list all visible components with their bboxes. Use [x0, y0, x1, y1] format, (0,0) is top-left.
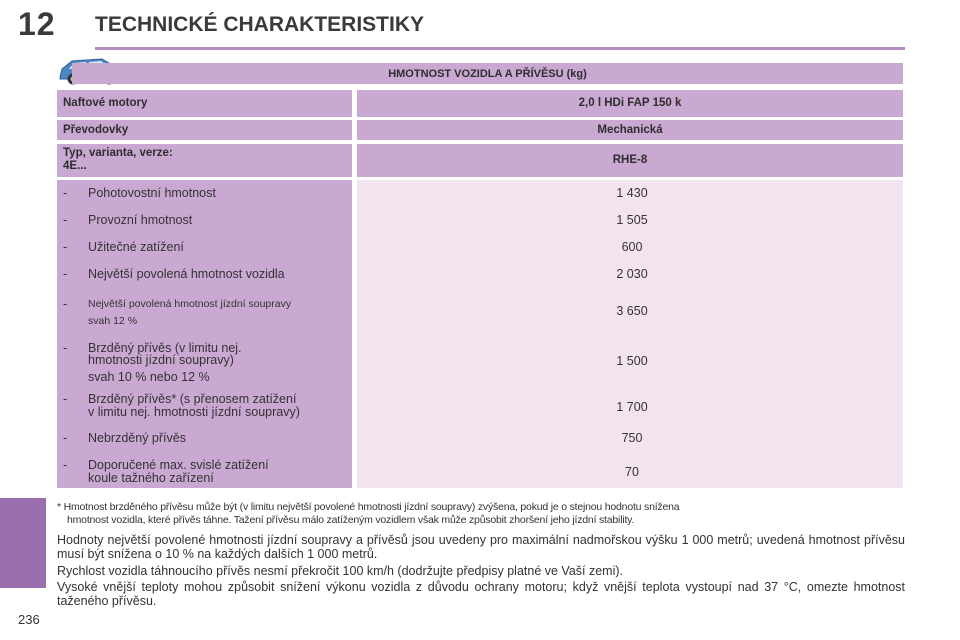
paragraph-speed: Rychlost vozidla táhnoucího přívěs nesmí překročit 100 km/h (dodržujte předpisy platné ve Vaší zemi). [57, 564, 624, 578]
footnote-line-2: hmotnost vozidla, které přívěs táhne. Tažení přívěsu málo zatíženým vozidlem však může způsobit zhoršení jeho jízdní stability. [67, 514, 635, 526]
item-value: 3 650 [616, 304, 648, 318]
item-value: 70 [625, 465, 639, 479]
page-number: 236 [18, 612, 40, 627]
item-value: 750 [621, 431, 643, 445]
item-value: 1 430 [616, 186, 648, 200]
table-header: HMOTNOST VOZIDLA A PŘÍVĚSU (kg) [72, 63, 903, 84]
title-rule [95, 47, 905, 50]
gearbox-value: Mechanická [357, 120, 903, 140]
engine-value: 2,0 l HDi FAP 150 k [357, 90, 903, 117]
paragraph-temperature: Vysoké vnější teploty mohou způsobit snížení výkonu vozidla z důvodu ochrany motoru; když vnější teplota vystoupí nad 37 °C, omezte hmotnost taženého přívěsu. [57, 580, 905, 608]
type-value: RHE-8 [357, 144, 903, 177]
chapter-side-tab [0, 498, 46, 588]
type-label-line1: Typ, varianta, verze: [63, 147, 173, 159]
paragraph-altitude: Hodnoty největší povolené hmotnosti jízdní soupravy a přívěsů jsou uvedeny pro maximální nadmořskou výšku 1 000 metrů; uvedená hmotnost přívěsu musí být snížena o 10 % na každých dalších 1 000 metrů. [57, 533, 905, 561]
type-label-line2: 4E... [63, 160, 87, 172]
page-title: TECHNICKÉ CHARAKTERISTIKY [95, 13, 425, 36]
type-label [57, 144, 352, 177]
gearbox-label: Převodovky [57, 120, 352, 140]
item-value: 600 [621, 240, 643, 254]
chapter-number: 12 [18, 6, 56, 42]
footnote-line-1: * Hmotnost brzděného přívěsu může být (v limitu největší povolené hmotnosti jízdní soupravy) zvýšena, pokud je o stejnou hodnotu snížena [57, 501, 680, 513]
item-value: 1 500 [616, 354, 648, 368]
item-value: 1 700 [616, 400, 648, 414]
item-value: 2 030 [616, 267, 648, 281]
item-value: 1 505 [616, 213, 648, 227]
engine-label: Naftové motory [57, 90, 352, 117]
footnote [57, 501, 905, 527]
